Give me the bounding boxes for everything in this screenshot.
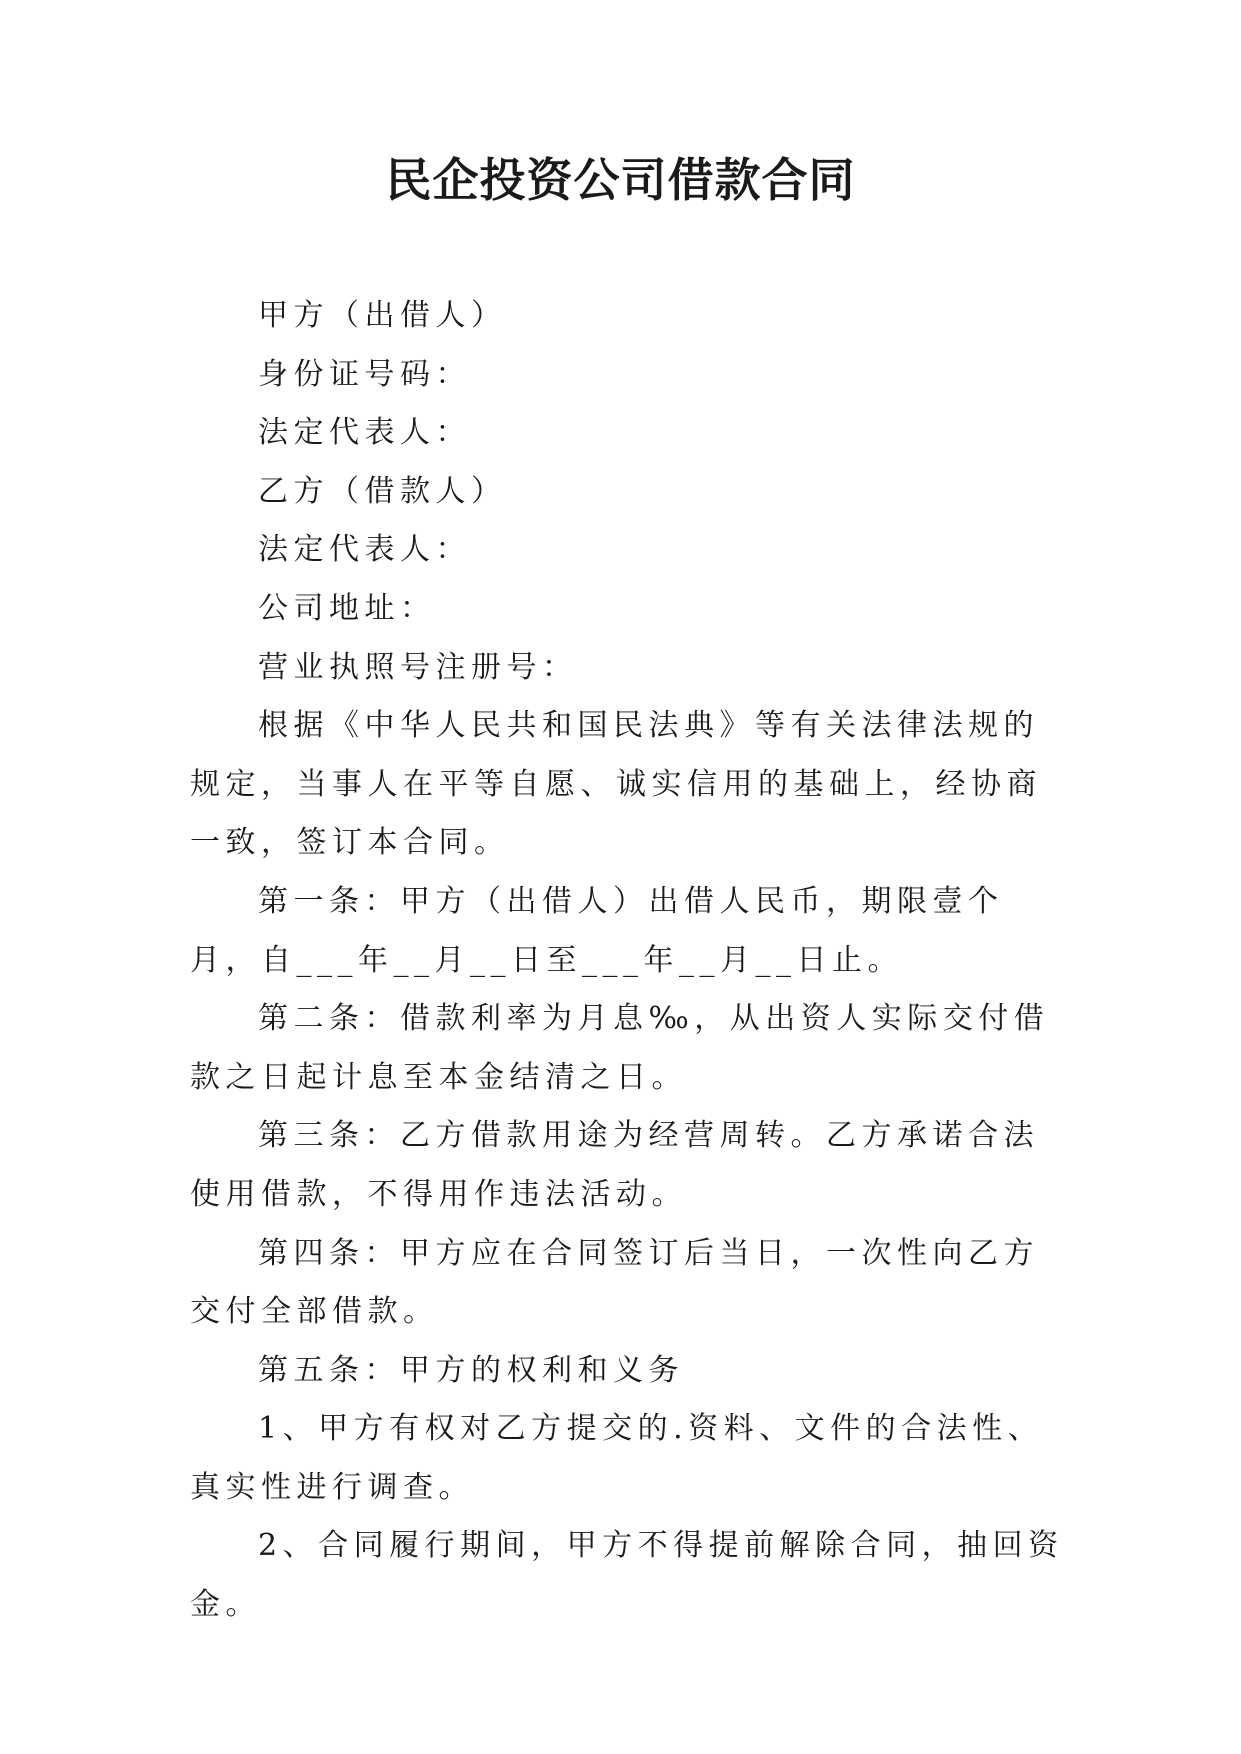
party-a-heading: 甲方（出借人） — [258, 298, 507, 333]
party-b-legal-representative: 法定代表人： — [258, 532, 471, 568]
article-3: 第三条：乙方借款用途为经营周转。乙方承诺合法使用借款，不得用作违法活动。 — [190, 1118, 1039, 1212]
business-license-field: 营业执照号注册号： — [258, 649, 578, 685]
article-4: 第四条：甲方应在合同签订后当日，一次性向乙方交付全部借款。 — [190, 1235, 1039, 1330]
article-5-heading: 第五条：甲方的权利和义务 — [258, 1352, 684, 1388]
article-5-item-1: 1、甲方有权对乙方提交的.资料、文件的合法性、真实性进行调查。 — [190, 1411, 1044, 1505]
article-5-item-2: 2、合同履行期间，甲方不得提前解除合同，抽回资金。 — [190, 1528, 1064, 1623]
party-b-heading: 乙方（借款人） — [258, 473, 507, 509]
party-a-legal-representative: 法定代表人： — [258, 415, 471, 451]
article-2: 第二条：借款利率为月息‰，从出资人实际交付借款之日起计息至本金结清之日。 — [190, 1001, 1050, 1095]
article-1: 第一条：甲方（出借人）出借人民币，期限壹个月，自___年__月__日至___年__月__日止。 — [190, 883, 1004, 978]
preamble-paragraph: 根据《中华人民共和国民法典》等有关法律法规的规定，当事人在平等自愿、诚实信用的基础上，经协商一致，签订本合同。 — [190, 708, 1042, 861]
company-address-field: 公司地址： — [258, 590, 436, 626]
id-number-field: 身份证号码： — [258, 356, 471, 392]
document-title: 民企投资公司借款合同 — [385, 153, 856, 207]
document-body — [190, 287, 1070, 1635]
